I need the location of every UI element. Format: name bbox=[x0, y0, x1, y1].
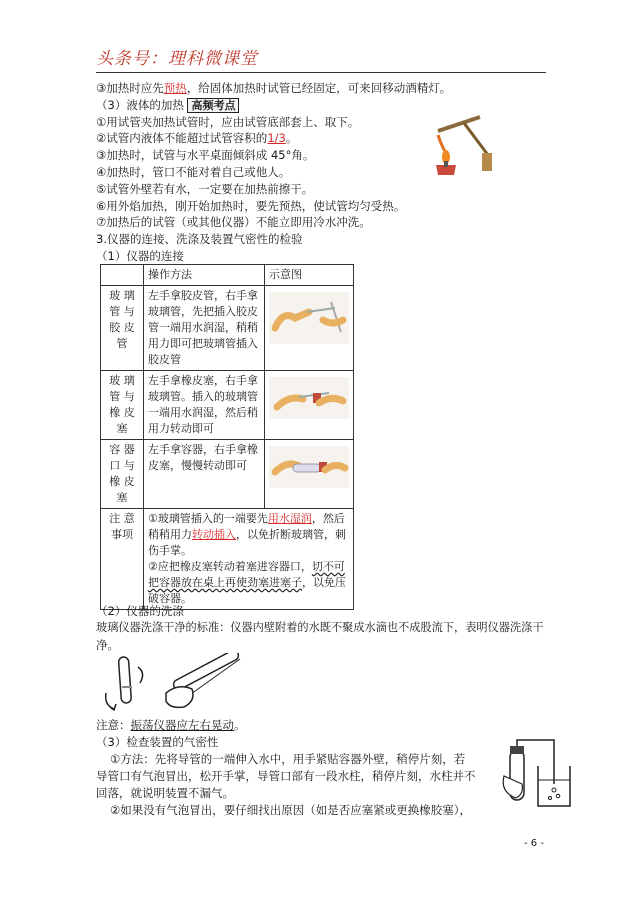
airtight-method-line3: 回落，就说明装置不漏气。 bbox=[96, 786, 234, 800]
table-row bbox=[101, 440, 354, 509]
row-method: 左手拿橡皮塞，右手拿玻璃管。插入的玻璃管一端用水润湿，然后稍用力转动即可 bbox=[144, 371, 265, 440]
line-preheat: ③加热时应先预热，给固体加热时试管已经固定，可来回移动酒精灯。 bbox=[96, 81, 452, 95]
wash-standard-line1: 玻璃仪器洗涤干净的标准：仪器内壁附着的水既不聚成水滴也不成股流下，表明仪器洗涤干 bbox=[96, 621, 544, 634]
notes-label: 注 意 事项 bbox=[101, 509, 144, 610]
row-label: 玻 璃 管 与 橡 皮 塞 bbox=[101, 371, 144, 440]
line-rule-5: ⑤试管外壁若有水，一定要在加热前擦干。 bbox=[96, 182, 314, 196]
container-and-stopper-image bbox=[269, 442, 349, 492]
line-rule-7: ⑦加热后的试管（或其他仪器）不能立即用冷水冲洗。 bbox=[96, 215, 371, 229]
row-label: 容 器 口 与 橡 皮 塞 bbox=[101, 440, 144, 509]
keyword-wet: 用水湿润 bbox=[267, 512, 312, 525]
airtight-method-line4: ②如果没有气泡冒出，要仔细找出原因（如是否应塞紧或更换橡胶塞）， bbox=[110, 803, 472, 817]
wash-standard-line2: 净。 bbox=[96, 638, 119, 652]
line-rule-1: ①用试管夹加热试管时，应由试管底部套上、取下。 bbox=[96, 115, 360, 129]
header-rule bbox=[96, 72, 546, 73]
notes-content: ①玻璃管插入的一端要先用水湿润，然后稍稍用力转动插入，以免折断玻璃管，刺伤手掌。 ②应把橡皮塞转动着塞进容器口，切不可把容器放在桌上再使劲塞进塞子，以免压破容器。 bbox=[144, 509, 354, 610]
line-rule-6: ⑥用外焰加热，刚开始加热时，要先预热，使试管均匀受热。 bbox=[96, 199, 406, 213]
line-rule-4: ④加热时，管口不能对着自己或他人。 bbox=[96, 165, 291, 179]
table-row bbox=[101, 286, 354, 371]
keyword-shake: 振荡仪器应左右晃动 bbox=[130, 718, 234, 732]
test-tube-heating-illustration bbox=[424, 113, 500, 179]
subsection-connection: （1）仪器的连接 bbox=[96, 249, 184, 263]
airtight-method-line1: ①方法：先将导管的一端伸入水中，用手紧贴容器外壁，稍停片刻，若 bbox=[110, 752, 466, 766]
keyword-rotate: 转动插入 bbox=[192, 528, 236, 541]
washing-illustration bbox=[100, 653, 250, 715]
line-rule-2: ②试管内液体不能超过试管容积的1/3。 bbox=[96, 131, 298, 145]
page-number: - 6 - bbox=[524, 838, 544, 849]
tube-and-rubber-tube-image bbox=[269, 288, 349, 348]
line-rule-3: ③加热时，试管与水平桌面倾斜成 45°角。 bbox=[96, 148, 315, 162]
keyword-preheat: 预热 bbox=[163, 81, 187, 95]
subsection-washing: （2）仪器的洗涤 bbox=[96, 604, 184, 618]
row-method: 左手拿容器，右手拿橡皮塞，慢慢转动即可 bbox=[144, 440, 265, 509]
row-diagram bbox=[265, 440, 354, 509]
row-method: 左手拿胶皮管，右手拿玻璃管，先把插入胶皮管一端用水润湿，稍稍用力即可把玻璃管插入胶皮管 bbox=[144, 286, 265, 371]
airtightness-apparatus-illustration bbox=[498, 736, 576, 812]
airtight-method-line2: 导管口有气泡冒出，松开手掌，导管口部有一段水柱，稍停片刻，水柱并不 bbox=[96, 769, 476, 783]
keyword-warning: 切不可把容器放在桌上再使劲塞进塞子 bbox=[148, 560, 345, 589]
connection-table bbox=[100, 264, 354, 610]
table-row-notes bbox=[101, 509, 354, 610]
table-header-diagram: 示意图 bbox=[265, 265, 354, 286]
row-label: 玻 璃 管 与 胶 皮 管 bbox=[101, 286, 144, 371]
tube-and-stopper-image bbox=[269, 373, 349, 423]
hot-topic-badge: 高频考点 bbox=[187, 98, 239, 113]
subsection-airtightness: （3）检查装置的气密性 bbox=[96, 735, 219, 749]
table-header-blank bbox=[101, 265, 144, 286]
table-row bbox=[101, 371, 354, 440]
table-header-method: 操作方法 bbox=[144, 265, 265, 286]
wash-note: 注意：振荡仪器应左右晃动。 bbox=[96, 718, 246, 732]
row-diagram bbox=[265, 286, 354, 371]
header-title: 头条号：理科微课堂 bbox=[96, 49, 258, 69]
row-diagram bbox=[265, 371, 354, 440]
section-heading-3: 3.仪器的连接、洗涤及装置气密性的检验 bbox=[96, 232, 303, 246]
line-liquid-heating: （3）液体的加热 高频考点 bbox=[96, 97, 239, 114]
fraction-one-third: 1/3 bbox=[267, 131, 286, 145]
